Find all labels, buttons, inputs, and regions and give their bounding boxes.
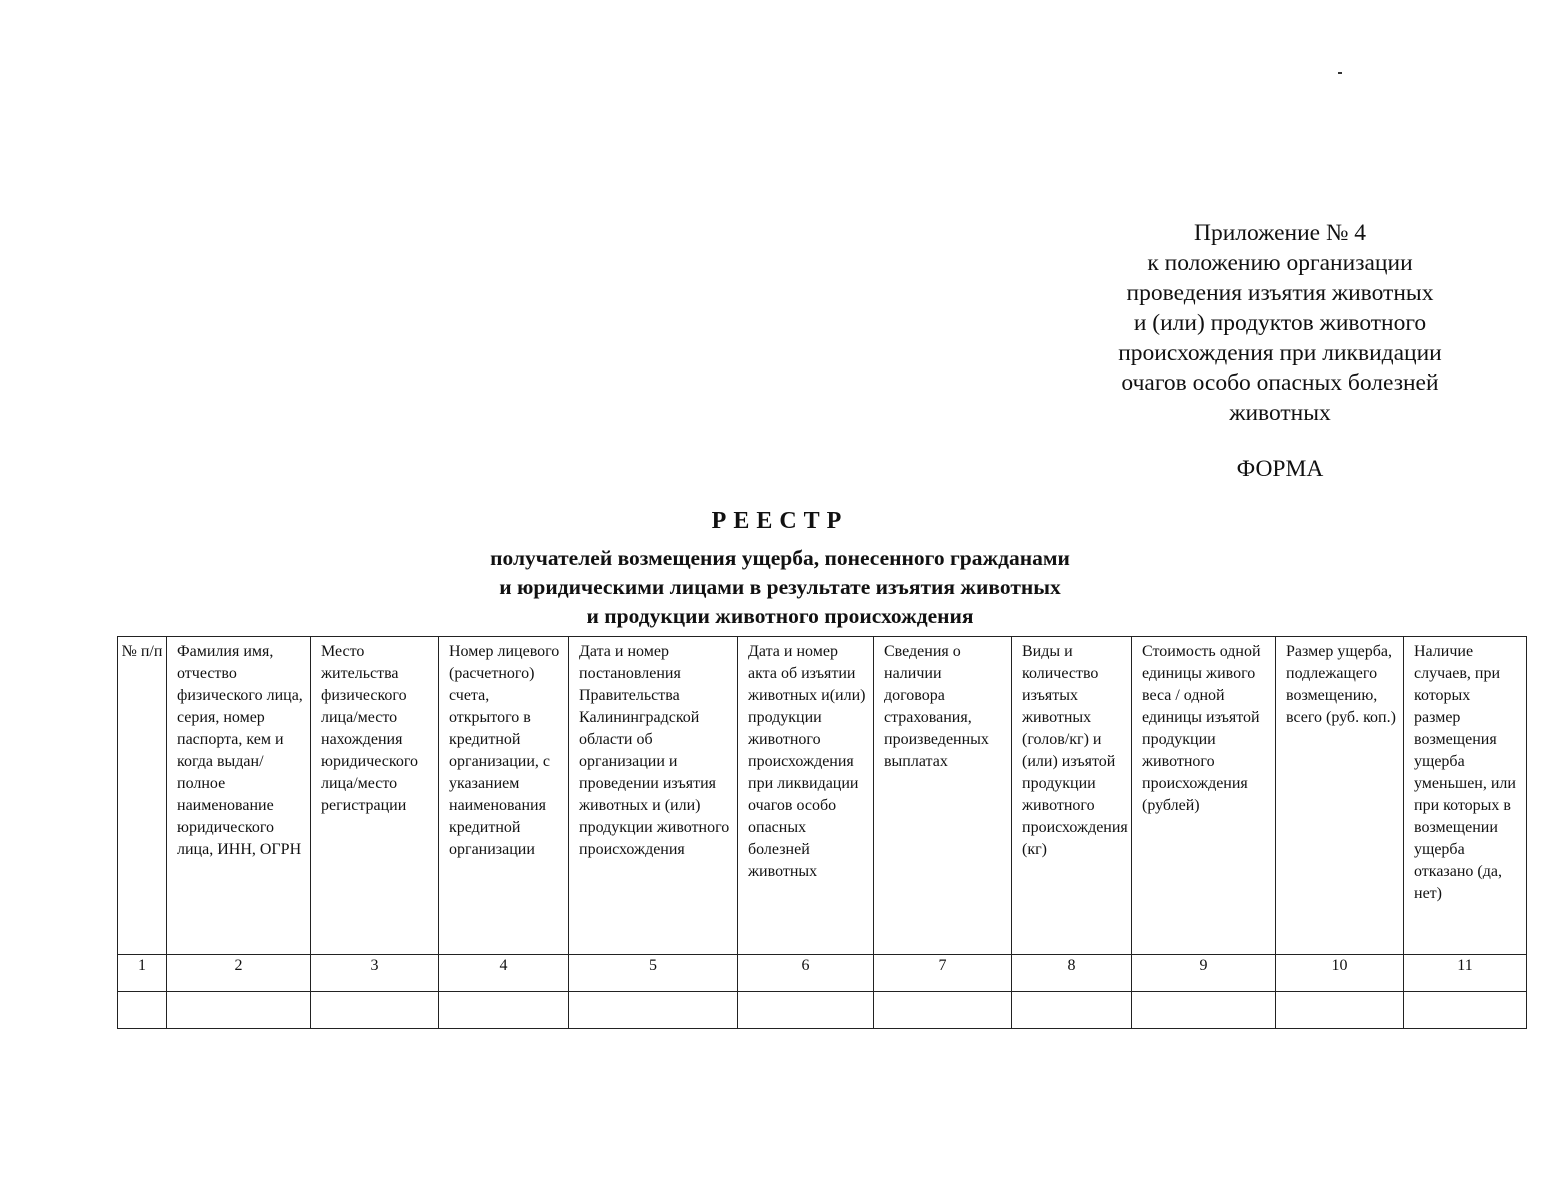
header-cell-damage-amount: Размер ущерба, подлежащего возмещению, всего (руб. коп.) — [1276, 637, 1404, 955]
table-cell — [1404, 992, 1527, 1029]
header-cell-resolution: Дата и номер постановления Правительства Калининградской области об организации и проведении изъятия животных и (или) продукции животного происхождения — [569, 637, 738, 955]
column-number-cell: 2 — [167, 955, 311, 992]
column-number-row — [118, 955, 1527, 992]
table-cell — [1276, 992, 1404, 1029]
table-cell — [311, 992, 439, 1029]
registry-subtitle-line: и продукции животного происхождения — [586, 604, 974, 628]
registry-title: РЕЕСТР — [711, 508, 849, 534]
registry-subtitle — [380, 544, 1180, 631]
column-number-cell: 6 — [738, 955, 874, 992]
table-cell — [569, 992, 738, 1029]
registry-subtitle-line: получателей возмещения ущерба, понесенного гражданами — [490, 546, 1070, 570]
header-row — [118, 637, 1527, 955]
header-cell-insurance: Сведения о наличии договора страхования, произведенных выплатах — [874, 637, 1012, 955]
header-cell-full-name: Фамилия имя, отчество физического лица, серия, номер паспорта, кем и когда выдан/полное наименование юридического лица, ИНН, ОГРН — [167, 637, 311, 955]
empty-data-row — [118, 992, 1527, 1029]
appendix-line: Приложение № 4 — [1193, 220, 1367, 246]
column-number-cell: 11 — [1404, 955, 1527, 992]
header-cell-animal-types: Виды и количество изъятых животных (голов/кг) и (или) изъятой продукции животного происхождения (кг) — [1012, 637, 1132, 955]
column-number-cell: 1 — [118, 955, 167, 992]
column-number-cell: 7 — [874, 955, 1012, 992]
header-cell-reduction-cases: Наличие случаев, при которых размер возмещения ущерба уменьшен, или при которых в возмещении ущерба отказано (да, нет) — [1404, 637, 1527, 955]
appendix-block — [1090, 218, 1470, 428]
header-cell-unit-cost: Стоимость одной единицы живого веса / одной единицы изъятой продукции животного происхождения (рублей) — [1132, 637, 1276, 955]
table-cell — [439, 992, 569, 1029]
appendix-line: и (или) продуктов животного — [1133, 310, 1427, 336]
appendix-line: проведения изъятия животных — [1126, 280, 1434, 306]
scan-mark — [1338, 72, 1342, 74]
header-cell-seizure-act: Дата и номер акта об изъятии животных и(или) продукции животного происхождения при ликвидации очагов особо опасных болезней животных — [738, 637, 874, 955]
table-cell — [118, 992, 167, 1029]
header-cell-account-number: Номер лицевого (расчетного) счета, открытого в кредитной организации, с указанием наименования кредитной организации — [439, 637, 569, 955]
header-cell-row-number: № п/п — [118, 637, 167, 955]
column-number-cell: 5 — [569, 955, 738, 992]
registry-table — [117, 636, 1527, 1029]
registry-subtitle-line: и юридическими лицами в результате изъятия животных — [499, 575, 1061, 599]
form-label: ФОРМА — [1236, 456, 1324, 482]
appendix-line: происхождения при ликвидации — [1118, 340, 1442, 366]
column-number-cell: 10 — [1276, 955, 1404, 992]
table-cell — [874, 992, 1012, 1029]
table-cell — [1132, 992, 1276, 1029]
column-number-cell: 8 — [1012, 955, 1132, 992]
appendix-line: очагов особо опасных болезней — [1121, 370, 1439, 396]
table-cell — [738, 992, 874, 1029]
table-cell — [1012, 992, 1132, 1029]
table-cell — [167, 992, 311, 1029]
appendix-line: к положению организации — [1147, 250, 1413, 276]
column-number-cell: 9 — [1132, 955, 1276, 992]
column-number-cell: 4 — [439, 955, 569, 992]
appendix-line: животных — [1229, 400, 1331, 426]
column-number-cell: 3 — [311, 955, 439, 992]
header-cell-address: Место жительства физического лица/место нахождения юридического лица/место регистрации — [311, 637, 439, 955]
